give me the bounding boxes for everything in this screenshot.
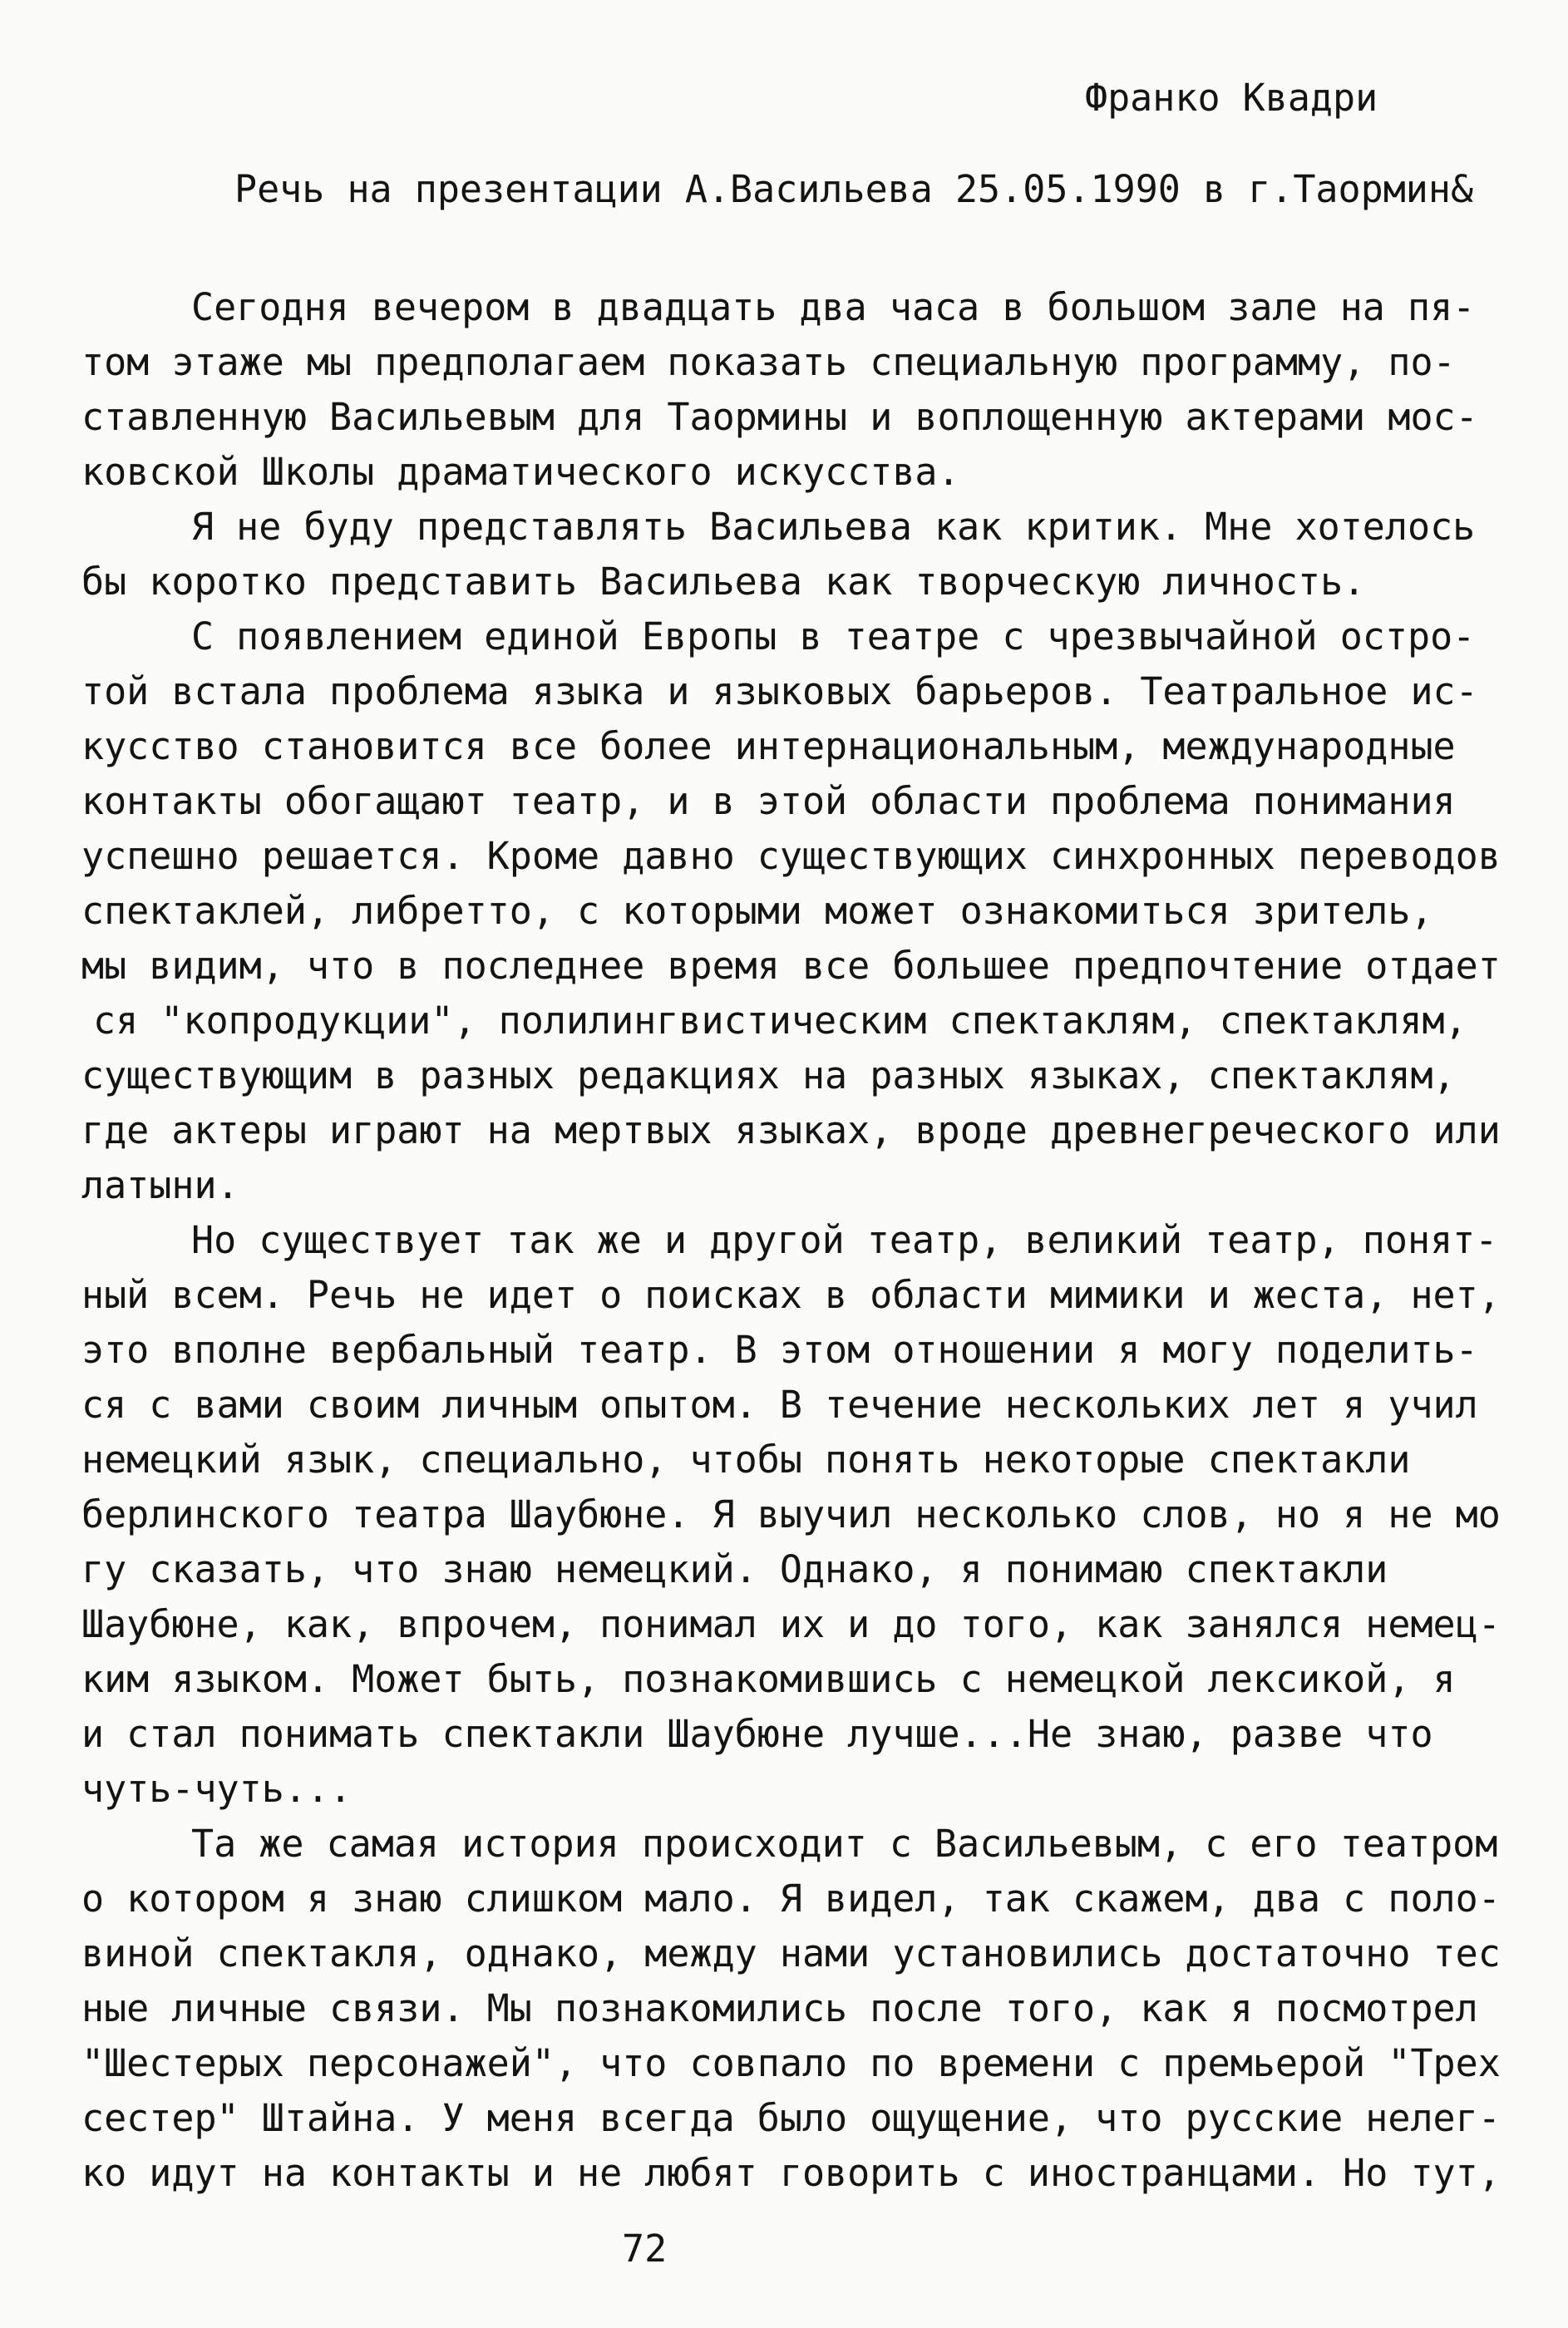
text-line: Сегодня вечером в двадцать два часа в большом зале на пя-	[191, 285, 1476, 329]
text-line: это вполне вербальный театр. В этом отношении я могу поделить-	[81, 1328, 1478, 1372]
text-line: том этаже мы предполагаем показать специальную программу, по-	[81, 340, 1456, 384]
text-line: ный всем. Речь не идет о поисках в области мимики и жеста, нет,	[81, 1273, 1501, 1317]
text-line: и стал понимать спектакли Шаубюне лучше...Не знаю, разве что	[81, 1712, 1433, 1756]
text-line: Та же самая история происходит с Васильевым, с его театром	[191, 1822, 1498, 1866]
author-name: Франко Квадри	[1085, 76, 1378, 120]
text-line: гу сказать, что знаю немецкий. Однако, я понимаю спектакли	[81, 1547, 1388, 1591]
text-line: ся с вами своим личным опытом. В течение нескольких лет я учил	[81, 1383, 1478, 1427]
text-line: ко идут на контакты и не любят говорить с иностранцами. Но тут,	[81, 2151, 1501, 2195]
text-line: где актеры играют на мертвых языках, вроде древнегреческого или	[81, 1108, 1501, 1152]
text-line: успешно решается. Кроме давно существующих синхронных переводов	[81, 834, 1501, 878]
text-line: мы видим, что в последнее время все большее предпочтение отдает	[81, 944, 1501, 988]
text-line: ковской Школы драматического искусства.	[81, 450, 960, 494]
text-line: виной спектакля, однако, между нами установились достаточно тес	[81, 1931, 1501, 1975]
text-line: кусство становится все более интернациональным, международные	[81, 724, 1456, 768]
text-line: Я не буду представлять Васильева как критик. Мне хотелось	[191, 505, 1476, 549]
text-line: чуть-чуть...	[81, 1767, 353, 1811]
text-line: ставленную Васильевым для Таормины и воплощенную актерами мос-	[81, 395, 1478, 439]
text-line: ким языком. Может быть, познакомившись с немецкой лексикой, я	[81, 1657, 1456, 1701]
text-line: С появлением единой Европы в театре с чрезвычайной остро-	[191, 614, 1476, 658]
text-line: "Шестерых персонажей", что совпало по времени с премьерой "Трех	[81, 2041, 1501, 2085]
text-line: бы коротко представить Васильева как творческую личность.	[81, 560, 1366, 604]
text-line: латыни.	[81, 1163, 239, 1207]
text-line: ся "копродукции", полилингвистическим спектаклям, спектаклям,	[93, 999, 1467, 1043]
text-line: Шаубюне, как, впрочем, понимал их и до того, как занялся немец-	[81, 1602, 1501, 1646]
page-number: 72	[622, 2227, 668, 2271]
text-line: ные личные связи. Мы познакомились после того, как я посмотрел	[81, 1986, 1478, 2030]
text-line: сестер" Штайна. У меня всегда было ощущение, что русские нелег-	[81, 2096, 1501, 2140]
text-line: существующим в разных редакциях на разных языках, спектаклям,	[81, 1053, 1456, 1097]
text-line: контакты обогащают театр, и в этой области проблема понимания	[81, 779, 1456, 823]
text-line: берлинского театра Шаубюне. Я выучил несколько слов, но я не мо	[81, 1492, 1501, 1536]
speech-subtitle: Речь на презентации А.Васильева 25.05.1990 в г.Таормин&	[234, 167, 1474, 211]
text-line: той встала проблема языка и языковых барьеров. Театральное ис-	[81, 669, 1478, 713]
text-line: немецкий язык, специально, чтобы понять некоторые спектакли	[81, 1438, 1411, 1482]
text-line: спектаклей, либретто, с которыми может ознакомиться зритель,	[81, 889, 1433, 933]
text-line: о котором я знаю слишком мало. Я видел, так скажем, два с поло-	[81, 1877, 1501, 1921]
text-line: Но существует так же и другой театр, великий театр, понят-	[191, 1218, 1498, 1262]
